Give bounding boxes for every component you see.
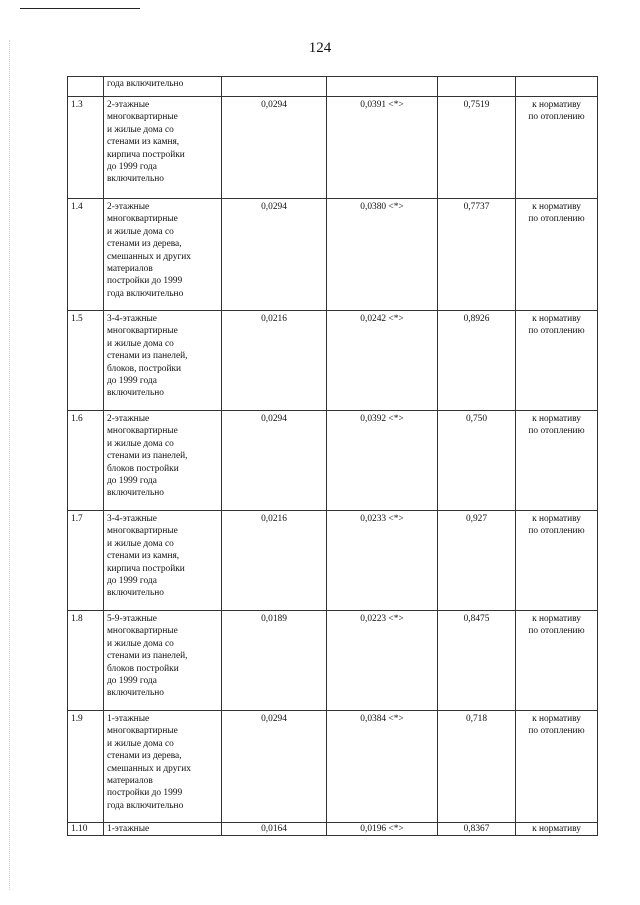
row-value-3: 0,718 bbox=[438, 711, 516, 823]
row-note bbox=[516, 77, 598, 97]
row-value-2: 0,0242 <*> bbox=[327, 311, 438, 411]
row-value-1: 0,0189 bbox=[222, 611, 327, 711]
row-number: 1.10 bbox=[68, 823, 104, 836]
row-value-2: 0,0380 <*> bbox=[327, 199, 438, 311]
row-value-3: 0,8926 bbox=[438, 311, 516, 411]
row-number: 1.5 bbox=[68, 311, 104, 411]
row-note: к нормативу по отоплению bbox=[516, 97, 598, 199]
row-description: 1-этажные многоквартирные и жилые дома со стенами из дерева, смешанных и других материалов постройки до 1999 года включительно bbox=[104, 711, 222, 823]
row-value-3: 0,8475 bbox=[438, 611, 516, 711]
row-value-1: 0,0164 bbox=[222, 823, 327, 836]
table-row bbox=[68, 311, 598, 411]
row-number: 1.3 bbox=[68, 97, 104, 199]
table-row bbox=[68, 511, 598, 611]
row-value-1: 0,0294 bbox=[222, 711, 327, 823]
row-value-2: 0,0233 <*> bbox=[327, 511, 438, 611]
row-description: года включительно bbox=[104, 77, 222, 97]
row-note: к нормативу по отоплению bbox=[516, 711, 598, 823]
row-description: 2-этажные многоквартирные и жилые дома со стенами из панелей, блоков постройки до 1999 года включительно bbox=[104, 411, 222, 511]
row-value-3: 0,750 bbox=[438, 411, 516, 511]
tariff-table bbox=[67, 76, 598, 836]
row-note: к нормативу по отоплению bbox=[516, 311, 598, 411]
row-value-2: 0,0392 <*> bbox=[327, 411, 438, 511]
table-row bbox=[68, 97, 598, 199]
row-description: 3-4-этажные многоквартирные и жилые дома со стенами из панелей, блоков, постройки до 1999 года включительно bbox=[104, 311, 222, 411]
row-note: к нормативу по отоплению bbox=[516, 411, 598, 511]
row-value-2: 0,0223 <*> bbox=[327, 611, 438, 711]
row-number: 1.6 bbox=[68, 411, 104, 511]
table-row bbox=[68, 411, 598, 511]
row-value-3: 0,8367 bbox=[438, 823, 516, 836]
table-row bbox=[68, 199, 598, 311]
table-row-continued bbox=[68, 77, 598, 97]
row-value-3 bbox=[438, 77, 516, 97]
table-row-partial bbox=[68, 823, 598, 836]
row-value-3: 0,7519 bbox=[438, 97, 516, 199]
row-value-2: 0,0196 <*> bbox=[327, 823, 438, 836]
table-row bbox=[68, 611, 598, 711]
row-value-1: 0,0294 bbox=[222, 199, 327, 311]
row-number: 1.4 bbox=[68, 199, 104, 311]
row-note: к нормативу по отоплению bbox=[516, 199, 598, 311]
row-number: 1.8 bbox=[68, 611, 104, 711]
table-body bbox=[68, 77, 598, 836]
row-number: 1.9 bbox=[68, 711, 104, 823]
row-note: к нормативу bbox=[516, 823, 598, 836]
row-description: 2-этажные многоквартирные и жилые дома со стенами из дерева, смешанных и других материалов постройки до 1999 года включительно bbox=[104, 199, 222, 311]
row-value-2: 0,0384 <*> bbox=[327, 711, 438, 823]
row-value-2: 0,0391 <*> bbox=[327, 97, 438, 199]
page-number: 124 bbox=[308, 40, 332, 56]
row-value-1: 0,0294 bbox=[222, 97, 327, 199]
row-description: 5-9-этажные многоквартирные и жилые дома со стенами из панелей, блоков постройки до 1999 года включительно bbox=[104, 611, 222, 711]
row-note: к нормативу по отоплению bbox=[516, 511, 598, 611]
row-value-1: 0,0216 bbox=[222, 511, 327, 611]
row-number: 1.7 bbox=[68, 511, 104, 611]
row-number-cell bbox=[68, 77, 104, 97]
row-description: 2-этажные многоквартирные и жилые дома со стенами из камня, кирпича постройки до 1999 года включительно bbox=[104, 97, 222, 199]
row-description: 1-этажные bbox=[104, 823, 222, 836]
row-description: 3-4-этажные многоквартирные и жилые дома со стенами из камня, кирпича постройки до 1999 года включительно bbox=[104, 511, 222, 611]
scan-edge bbox=[9, 40, 10, 890]
row-value-1 bbox=[222, 77, 327, 97]
header-rule bbox=[20, 8, 140, 9]
row-note: к нормативу по отоплению bbox=[516, 611, 598, 711]
row-value-2 bbox=[327, 77, 438, 97]
table-row bbox=[68, 711, 598, 823]
row-value-3: 0,7737 bbox=[438, 199, 516, 311]
row-value-1: 0,0294 bbox=[222, 411, 327, 511]
row-value-3: 0,927 bbox=[438, 511, 516, 611]
row-value-1: 0,0216 bbox=[222, 311, 327, 411]
